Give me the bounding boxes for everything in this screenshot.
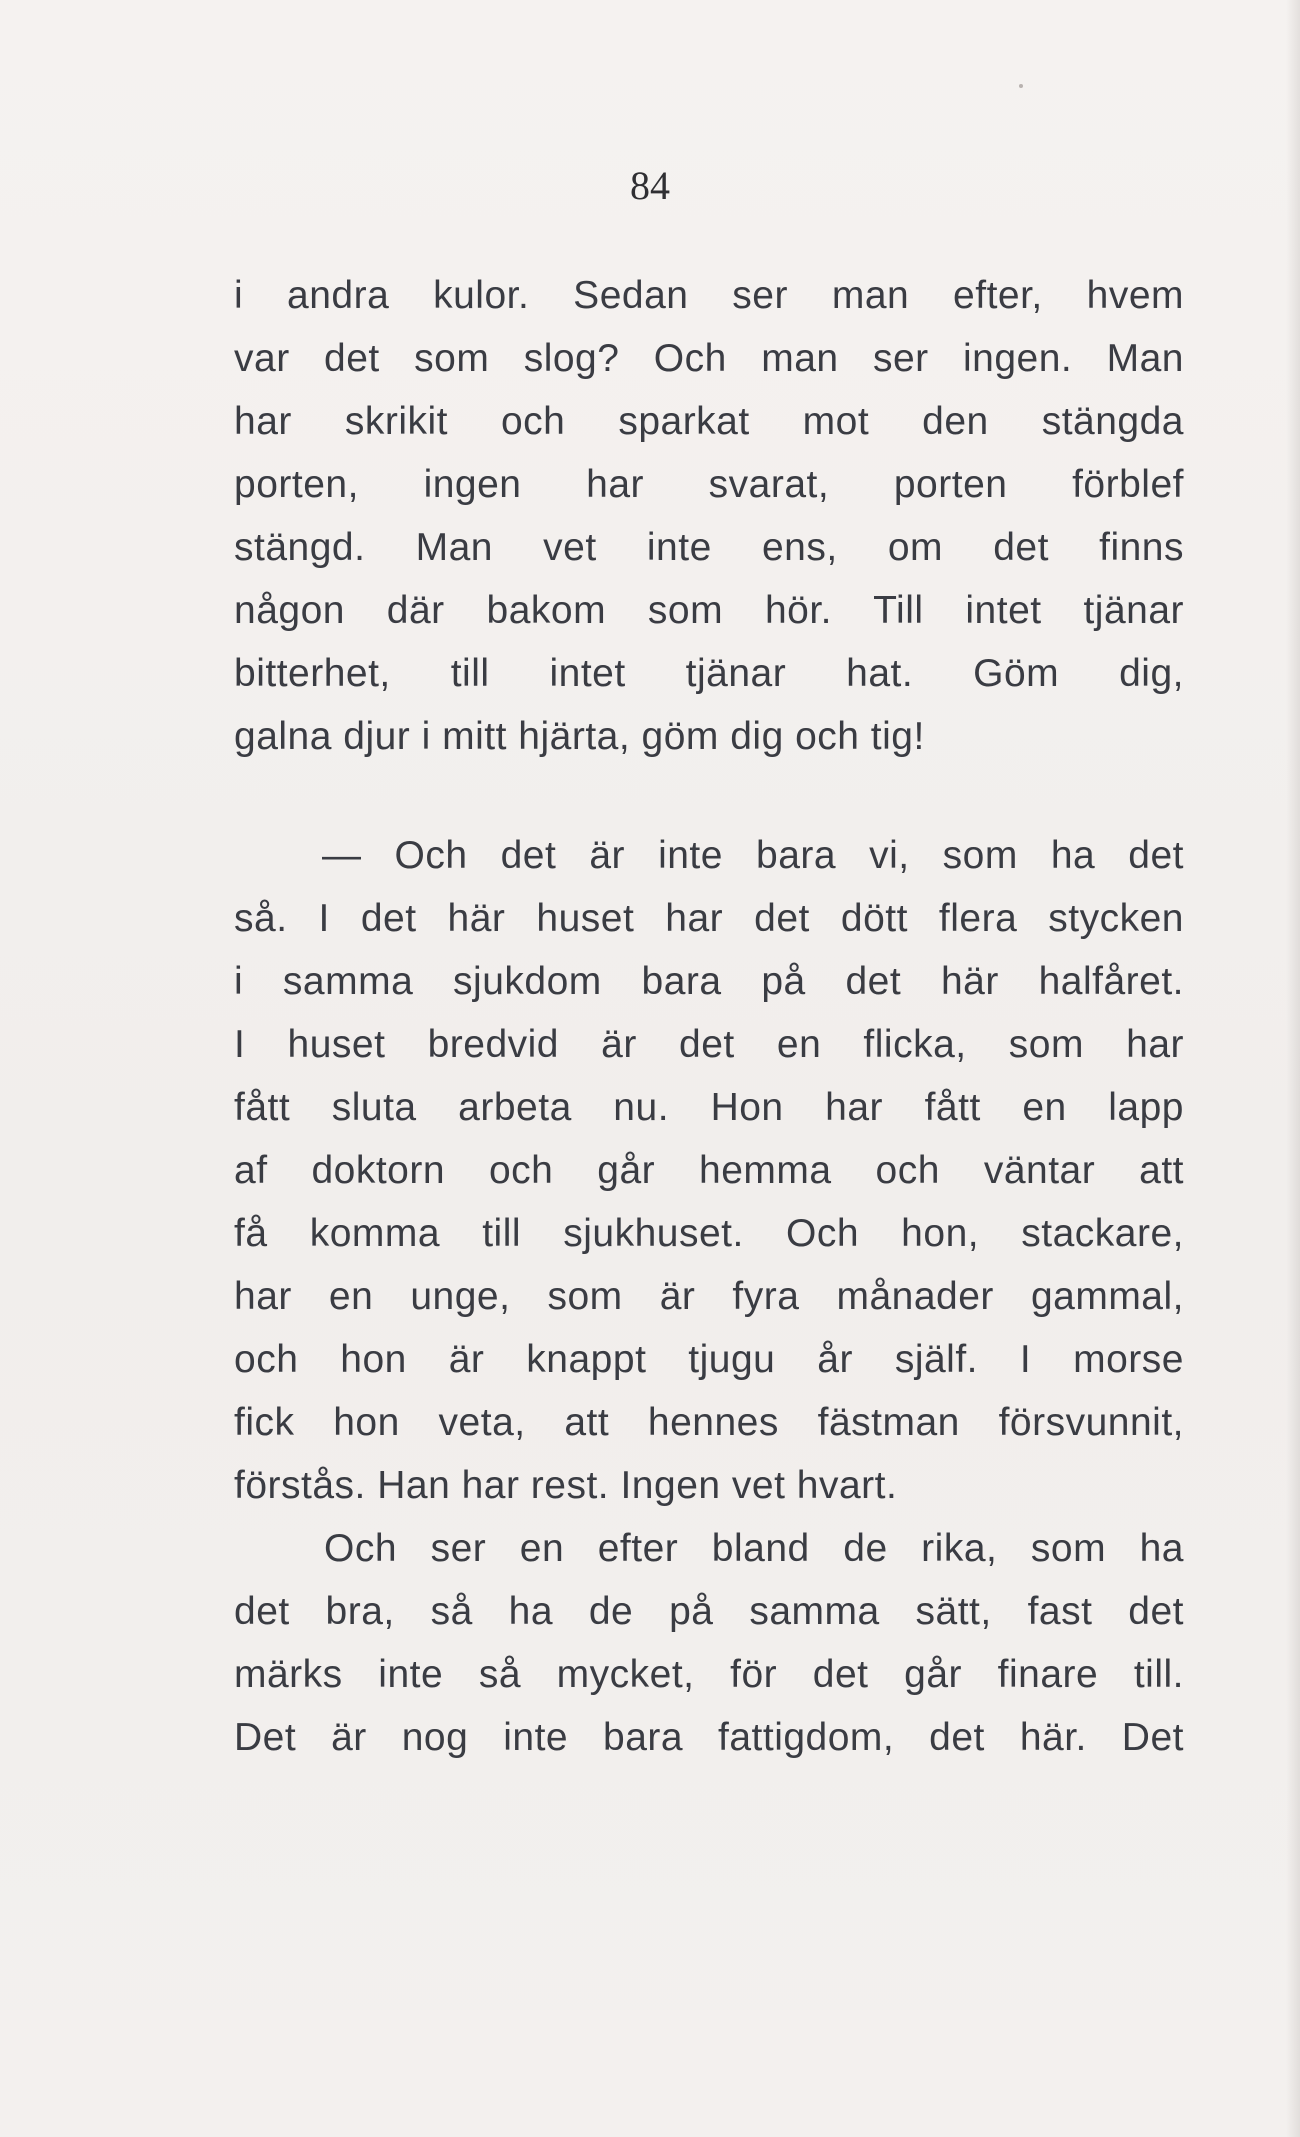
text-line: fått sluta arbeta nu. Hon har fått en lapp [234, 1086, 1184, 1129]
body-text [234, 264, 1184, 1769]
text-line: och hon är knappt tjugu år själf. I morse [234, 1338, 1184, 1381]
text-line: af doktorn och går hemma och väntar att [234, 1149, 1184, 1192]
text-line: porten, ingen har svarat, porten förblef [234, 463, 1184, 506]
text-line: galna djur i mitt hjärta, göm dig och tig! [234, 715, 925, 758]
text-line: förstås. Han har rest. Ingen vet hvart. [234, 1464, 898, 1507]
text-line: Det är nog inte bara fattigdom, det här. Det [234, 1716, 1184, 1759]
text-line: märks inte så mycket, för det går finare till. [234, 1653, 1184, 1696]
text-line: bitterhet, till intet tjänar hat. Göm dig, [234, 652, 1184, 695]
text-line: få komma till sjukhuset. Och hon, stackare, [234, 1212, 1184, 1255]
page-number: 84 [630, 163, 670, 208]
text-line: stängd. Man vet inte ens, om det finns [234, 526, 1184, 569]
paragraph-gap [234, 768, 1184, 824]
text-line: någon där bakom som hör. Till intet tjänar [234, 589, 1184, 632]
text-line: har en unge, som är fyra månader gammal, [234, 1275, 1184, 1318]
text-line: har skrikit och sparkat mot den stängda [234, 400, 1184, 443]
text-line: så. I det här huset har det dött flera stycken [234, 897, 1184, 940]
text-line: fick hon veta, att hennes fästman försvunnit, [234, 1401, 1184, 1444]
text-line: Och ser en efter bland de rika, som ha [324, 1527, 1184, 1570]
text-line: det bra, så ha de på samma sätt, fast det [234, 1590, 1184, 1633]
text-line: var det som slog? Och man ser ingen. Man [234, 337, 1184, 380]
text-line: I huset bredvid är det en flicka, som har [234, 1023, 1184, 1066]
text-line: i samma sjukdom bara på det här halfåret. [234, 960, 1184, 1003]
paper-speck [1019, 84, 1023, 88]
page-edge-shadow [1286, 0, 1300, 2137]
text-line: — Och det är inte bara vi, som ha det [322, 834, 1184, 877]
text-line: i andra kulor. Sedan ser man efter, hvem [234, 274, 1184, 317]
